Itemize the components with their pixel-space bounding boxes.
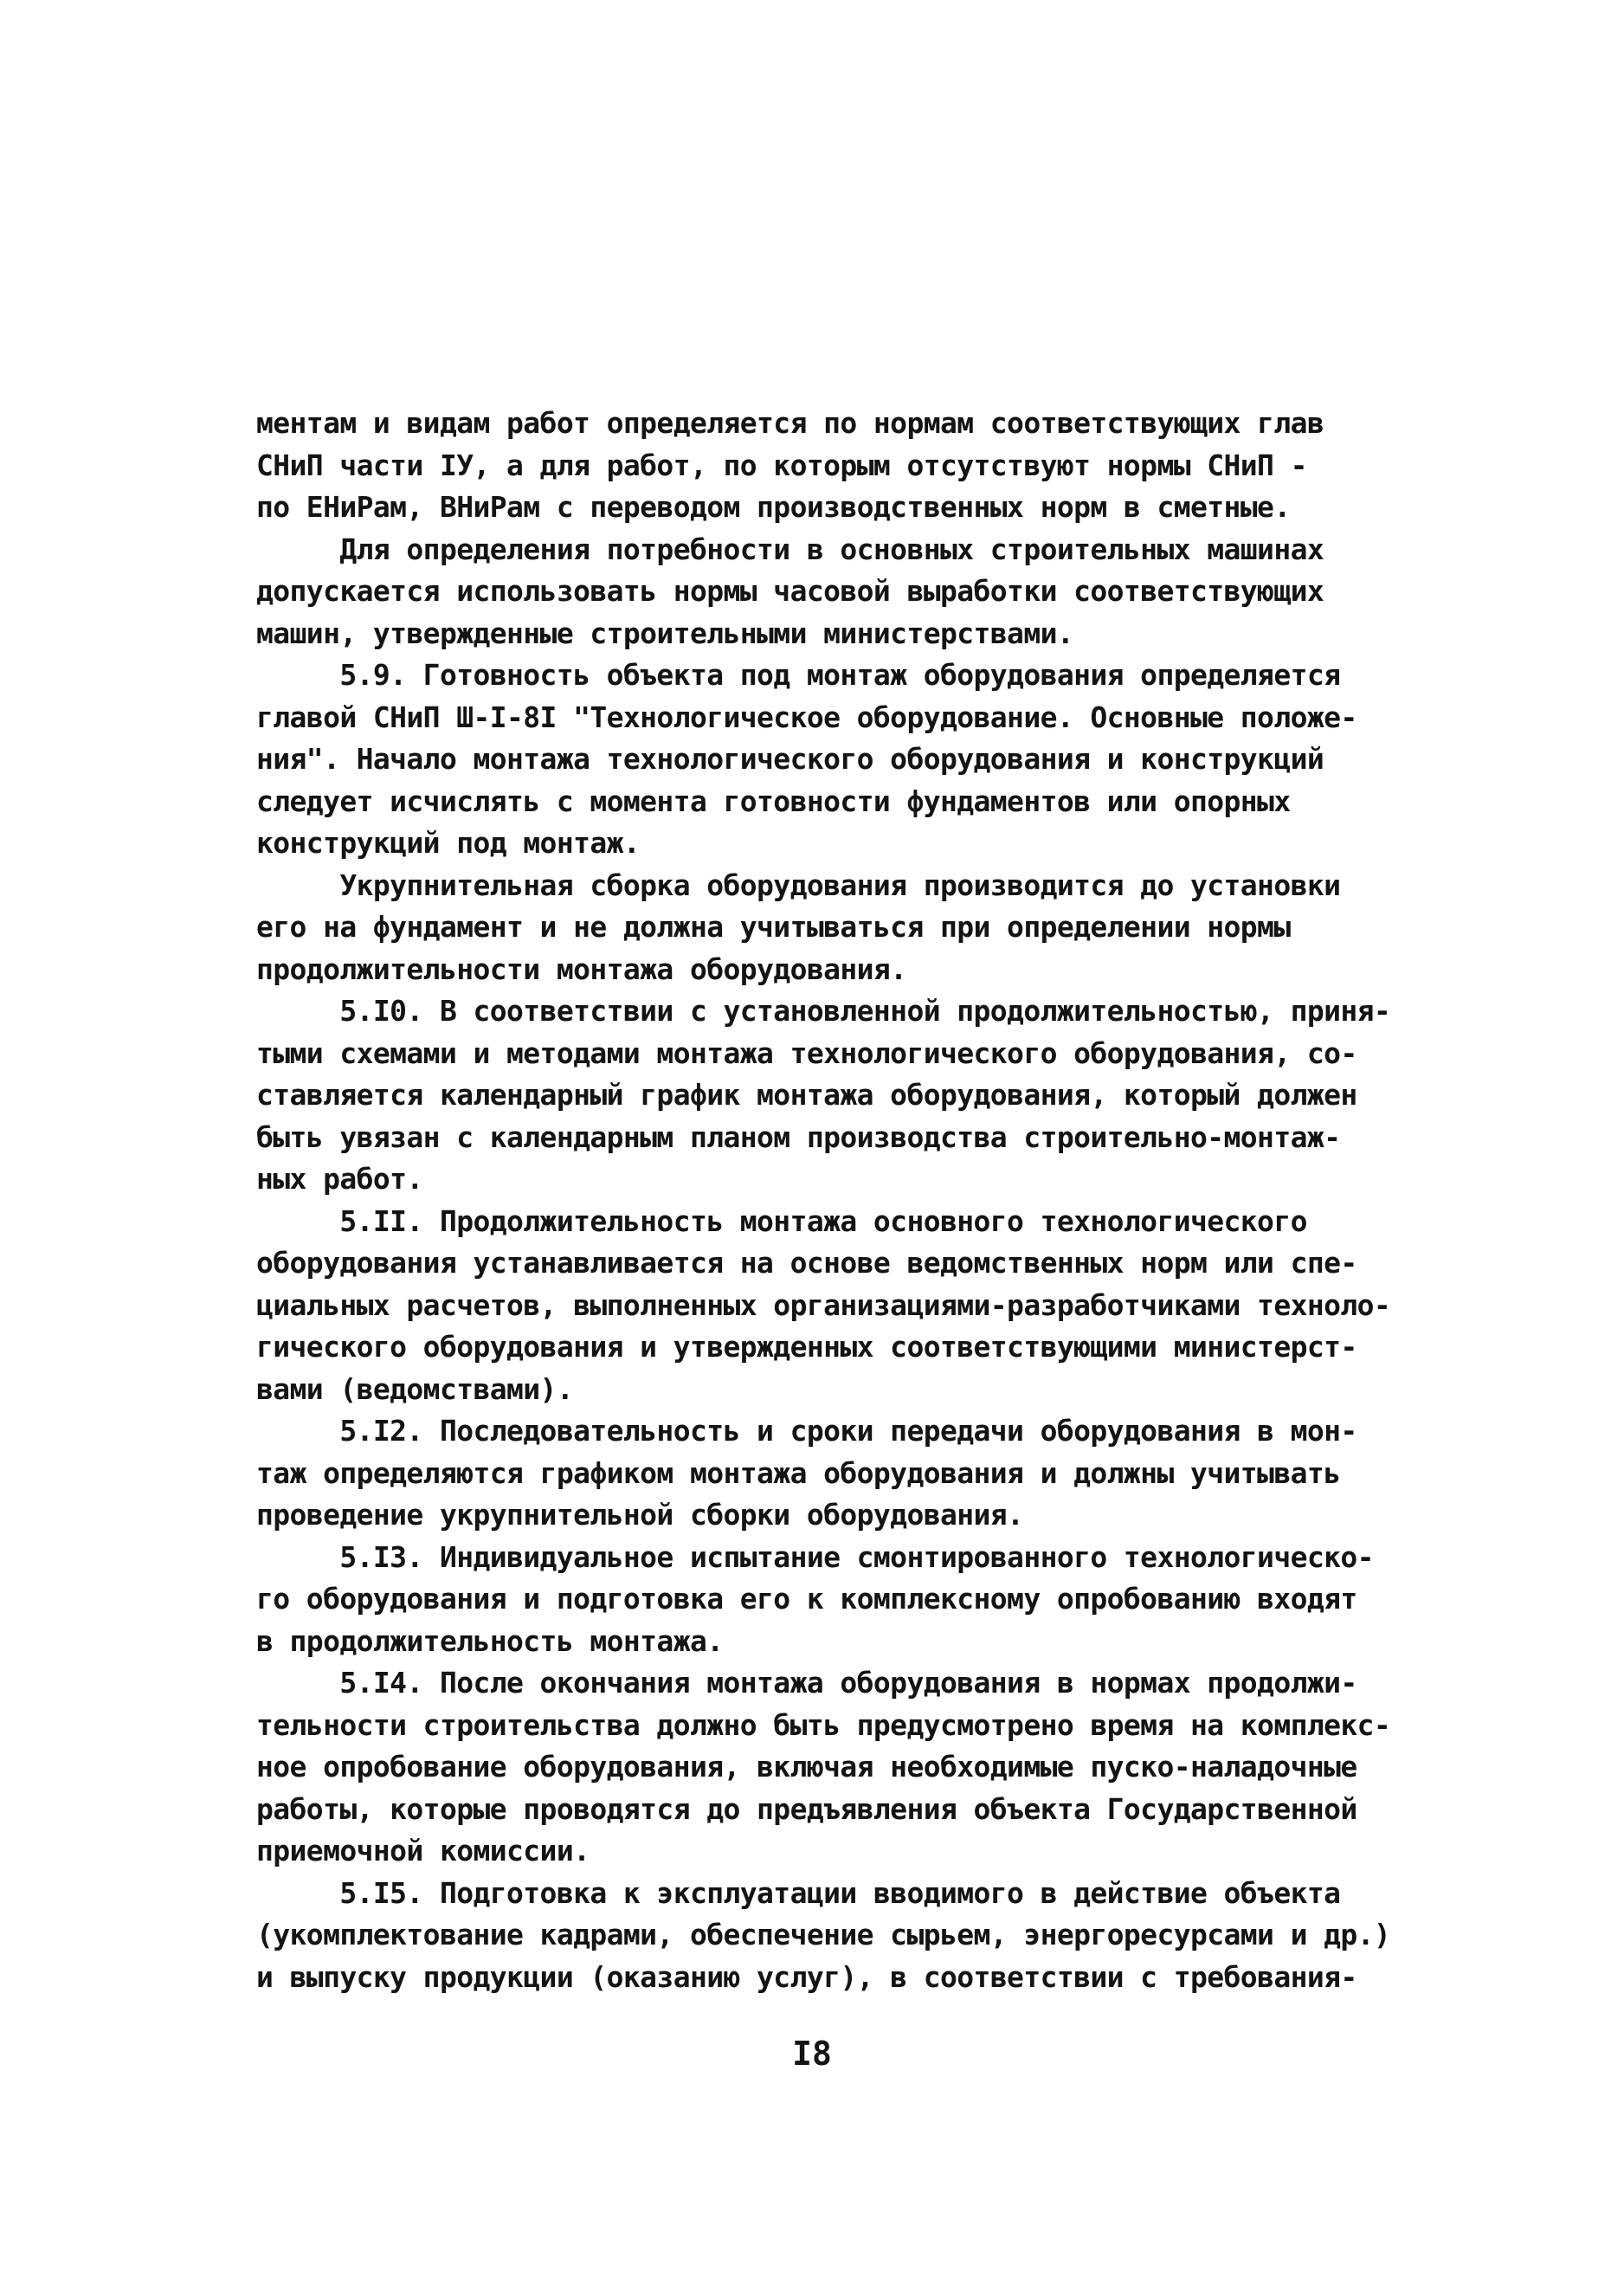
text-line: ментам и видам работ определяется по нормам соответствующих глав	[256, 406, 1324, 440]
text-line: СНиП части IУ, а для работ, по которым отсутствуют нормы СНиП -	[256, 448, 1307, 482]
text-line: проведение укрупнительной сборки оборудования.	[256, 1498, 1024, 1532]
text-line: ния". Начало монтажа технологического оборудования и конструкций	[256, 742, 1324, 776]
text-line: 5.I5. Подготовка к эксплуатации вводимого в действие объекта	[256, 1875, 1341, 1910]
text-line: и выпуску продукции (оказанию услуг), в соответствии с требования-	[256, 1959, 1357, 1994]
text-line: допускается использовать нормы часовой выработки соответствующих	[256, 574, 1324, 608]
text-line: тыми схемами и методами монтажа технологического оборудования, со-	[256, 1035, 1357, 1070]
text-line: 5.I3. Индивидуальное испытание смонтированного технологическо-	[256, 1539, 1374, 1574]
text-line: 5.9. Готовность объекта под монтаж оборудования определяется	[256, 658, 1341, 692]
text-line: таж определяются графиком монтажа оборудования и должны учитывать	[256, 1455, 1341, 1490]
text-line: ных работ.	[256, 1162, 423, 1196]
text-line: циальных расчетов, выполненных организациями-разработчиками техноло-	[256, 1287, 1391, 1322]
text-line: главой СНиП Ш-I-8I "Технологическое оборудование. Основные положе-	[256, 700, 1357, 734]
body-text	[256, 403, 1421, 1998]
text-line: в продолжительность монтажа.	[256, 1623, 724, 1658]
text-line: 5.I4. После окончания монтажа оборудования в нормах продолжи-	[256, 1666, 1357, 1700]
text-line: конструкций под монтаж.	[256, 826, 641, 860]
text-line: гического оборудования и утвержденных соответствующими министерст-	[256, 1330, 1357, 1364]
text-line: вами (ведомствами).	[256, 1371, 574, 1406]
text-line: продолжительности монтажа оборудования.	[256, 951, 907, 986]
text-line: машин, утвержденные строительными министерствами.	[256, 616, 1074, 650]
text-line: быть увязан с календарным планом производства строительно-монтаж-	[256, 1119, 1341, 1154]
page-number: I8	[792, 2035, 832, 2073]
text-line: 5.II. Продолжительность монтажа основного технологического	[256, 1203, 1307, 1238]
text-line: по ЕНиРам, ВНиРам с переводом производственных норм в сметные.	[256, 490, 1291, 524]
text-line: работы, которые проводятся до предъявления объекта Государственной	[256, 1791, 1357, 1826]
text-line: Для определения потребности в основных строительных машинах	[256, 532, 1324, 566]
text-line: оборудования устанавливается на основе ведомственных норм или спе-	[256, 1246, 1357, 1280]
text-line: ставляется календарный график монтажа оборудования, который должен	[256, 1078, 1357, 1112]
text-line: 5.I0. В соответствии с установленной продолжительностью, приня-	[256, 994, 1391, 1028]
text-line: тельности строительства должно быть предусмотрено время на комплекс-	[256, 1707, 1391, 1742]
text-line: го оборудования и подготовка его к комплексному опробованию входят	[256, 1582, 1357, 1616]
text-line: 5.I2. Последовательность и сроки передачи оборудования в мон-	[256, 1414, 1357, 1448]
text-line: приемочной комиссии.	[256, 1834, 590, 1867]
text-line: его на фундамент и не должна учитываться при определении нормы	[256, 910, 1291, 944]
text-line: Укрупнительная сборка оборудования производится до установки	[256, 868, 1341, 902]
text-line: ное опробование оборудования, включая необходимые пуско-наладочные	[256, 1750, 1357, 1784]
text-line: (укомплектование кадрами, обеспечение сырьем, энергоресурсами и др.)	[256, 1918, 1391, 1951]
text-line: следует исчислять с момента готовности фундаментов или опорных	[256, 784, 1291, 818]
